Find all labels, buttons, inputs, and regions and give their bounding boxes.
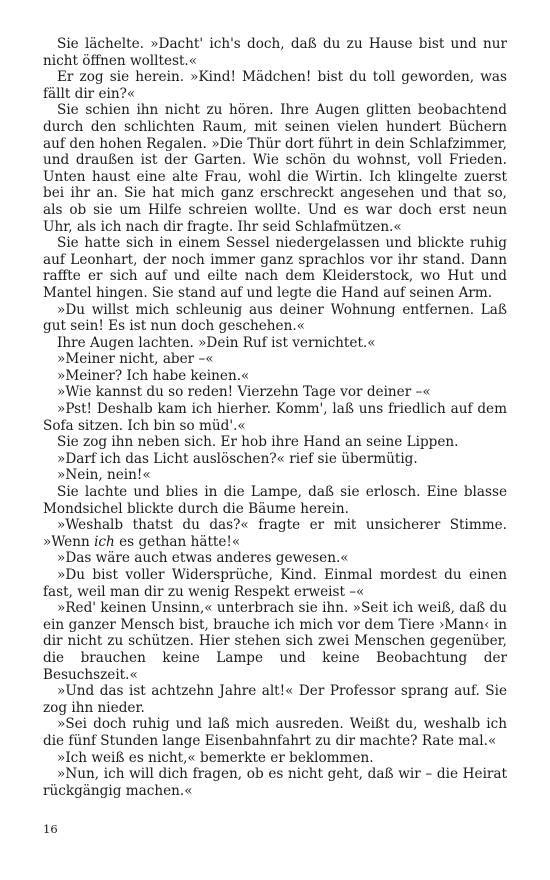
paragraph: »Du bist voller Widersprüche, Kind. Einmal mordest du einen fast, weil man dir zu wenig Respekt erweist –« [43, 567, 507, 600]
page-number: 16 [43, 822, 58, 836]
paragraph: Ihre Augen lachten. »Dein Ruf ist vernichtet.« [57, 334, 376, 351]
paragraph: »Meiner nicht, aber –« [57, 351, 214, 368]
paragraph: »Das wäre auch etwas anderes gewesen.« [57, 550, 349, 567]
paragraph: »Red' keinen Unsinn,« unterbrach sie ihn. »Seit ich weiß, daß du ein ganzer Mensch bist, brauche ich mich vor dem Tiere ›Mann‹ in dir nicht zu schützen. Hier stehen sich zwei Menschen gegenüber, die brauchen keine Lampe und keine Beobachtung der Besuchszeit.« [43, 600, 507, 683]
paragraph: »Sei doch ruhig und laß mich ausreden. Weißt du, weshalb ich die fünf Stunden lange Eisenbahnfahrt zu dir machte? Rate mal.« [43, 716, 507, 749]
paragraph: »Meiner? Ich habe keinen.« [57, 367, 250, 384]
paragraph: »Und das ist achtzehn Jahre alt!« Der Professor sprang auf. Sie zog ihn nieder. [43, 683, 507, 716]
paragraph: Sie lächelte. »Dacht' ich's doch, daß du zu Hause bist und nur nicht öffnen wolltest.« [43, 36, 507, 69]
paragraph: »Ich weiß es nicht,« bemerkte er beklommen. [57, 749, 374, 766]
paragraph: Sie schien ihn nicht zu hören. Ihre Augen glitten beobachtend durch den schlichten Raum, mit seinen vielen hundert Büchern auf den hohen Regalen. »Die Thür dort führt in dein Schlafzimmer, und draußen ist der Garten. Wie schön du wohnst, voll Frieden. Unten haust eine alte Frau, wohl die Wirtin. Ich klingelte zuerst bei ihr an. Sie hat mich ganz erschreckt angesehen und that so, als ob sie um Hilfe schreien wollte. Und es war doch erst neun Uhr, als ich nach dir fragte. Ihr seid Schlafmützen.« [43, 102, 507, 235]
emphasis: ich [94, 533, 115, 550]
paragraph: »Nun, ich will dich fragen, ob es nicht geht, daß wir – die Heirat rückgängig machen.« [43, 766, 507, 799]
paragraph: Sie lachte und blies in die Lampe, daß sie erlosch. Eine blasse Mondsichel blickte durch die Bäume herein. [43, 484, 507, 517]
paragraph: »Nein, nein!« [57, 467, 151, 484]
paragraph: Er zog sie herein. »Kind! Mädchen! bist du toll geworden, was fällt dir ein?« [43, 69, 507, 102]
paragraph: Sie zog ihn neben sich. Er hob ihre Hand an seine Lippen. [57, 434, 459, 451]
paragraph: »Wie kannst du so reden! Vierzehn Tage vor deiner –« [57, 384, 431, 401]
paragraph: »Pst! Deshalb kam ich hierher. Komm', laß uns friedlich auf dem Sofa sitzen. Ich bin so müd'.« [43, 401, 507, 434]
paragraph: »Du willst mich schleunig aus deiner Wohnung entfernen. Laß gut sein! Es ist nun doch geschehen.« [43, 301, 507, 335]
page-body [43, 36, 507, 799]
paragraph: Sie hatte sich in einem Sessel niedergelassen und blickte ruhig auf Leonhart, der noch immer ganz sprachlos vor ihr stand. Dann raffte er sich auf und eilte nach dem Kleiderstock, wo Hut und Mantel hingen. Sie stand auf und legte die Hand auf seinen Arm. [43, 235, 507, 301]
paragraph: »Weshalb thatst du das?« fragte er mit unsicherer Stimme. »Wenn ich es gethan hätte!« [43, 517, 507, 550]
paragraph: »Darf ich das Licht auslöschen?« rief sie übermütig. [57, 450, 418, 467]
